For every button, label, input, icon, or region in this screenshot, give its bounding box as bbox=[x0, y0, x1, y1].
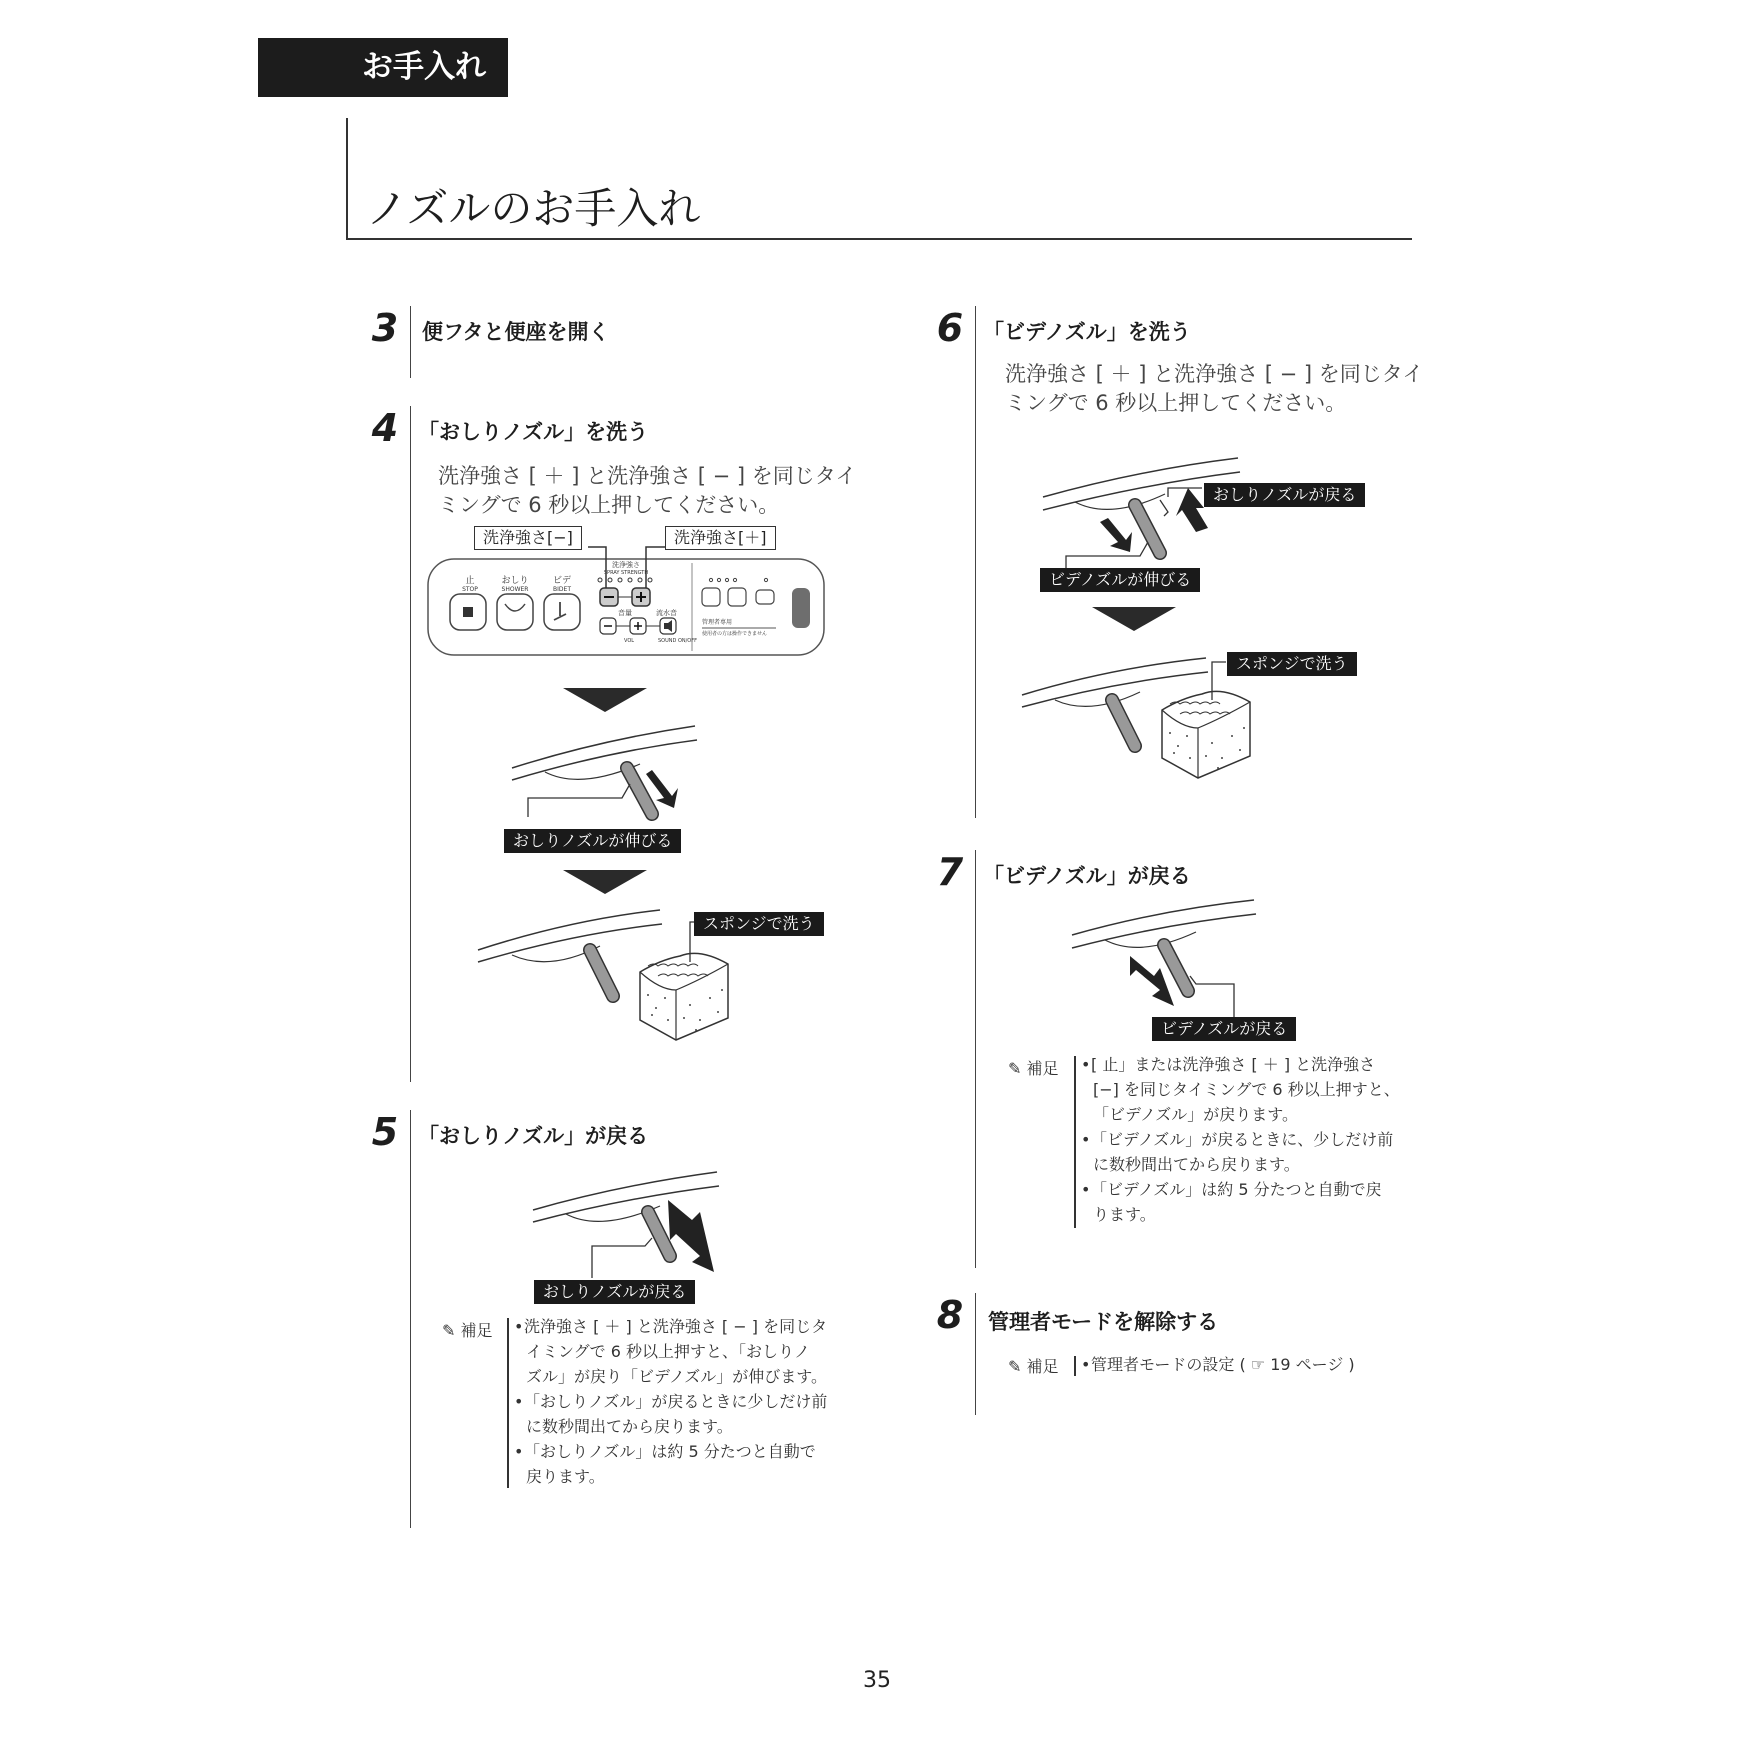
step-3-number: 3 bbox=[371, 306, 399, 350]
step-4-heading: 「おしりノズル」を洗う bbox=[418, 420, 649, 444]
label-oshiri-return-right: おしりノズルが戻る bbox=[1204, 483, 1365, 507]
pencil-icon: ✎ bbox=[1008, 1357, 1022, 1376]
pencil-icon: ✎ bbox=[1008, 1059, 1022, 1078]
step-6-heading: 「ビデノズル」を洗う bbox=[983, 320, 1191, 344]
step-5-notes: •洗浄強さ [ ＋ ] と洗浄強さ [ − ] を同じタ イミングで 6 秒以上押すと、「おしりノ ズル」が戻り「ビデノズル」が伸びます。 •「おしりノズル」が戻るときに少しだけ前 に数秒間出てから戻ります。 •「おしりノズル」は約 5 分たつと自動で 戻ります。 bbox=[514, 1317, 828, 1486]
pencil-icon: ✎ bbox=[442, 1321, 456, 1340]
remote-bidet-label: ビデ BIDET bbox=[552, 576, 571, 593]
remote-vol-en: VOL bbox=[624, 638, 635, 644]
step-8-note: •管理者モードの設定 ( ☞ 19 ページ ) bbox=[1081, 1355, 1355, 1374]
remote-stop-label: 止 STOP bbox=[462, 576, 478, 593]
remote-sound-en: SOUND ON/OFF bbox=[658, 638, 697, 644]
step-5-heading: 「おしりノズル」が戻る bbox=[418, 1124, 649, 1148]
remote-shower-label: おしり SHOWER bbox=[501, 576, 529, 593]
label-sponge-left: スポンジで洗う bbox=[694, 912, 824, 936]
step-7-note-bar bbox=[1074, 1056, 1076, 1228]
label-sponge-right: スポンジで洗う bbox=[1227, 652, 1357, 676]
remote-volume-label: 音量 bbox=[618, 609, 632, 617]
step-8-note-bar bbox=[1074, 1356, 1076, 1376]
step-5-number: 5 bbox=[371, 1110, 399, 1154]
step-7-heading: 「ビデノズル」が戻る bbox=[983, 864, 1191, 888]
step-8-number: 8 bbox=[936, 1293, 964, 1337]
section-tab: お手入れ bbox=[258, 38, 508, 97]
label-oshiri-return: おしりノズルが戻る bbox=[534, 1280, 695, 1304]
page-title: ノズルのお手入れ bbox=[366, 184, 701, 233]
remote-admin-sub: 使用者の方は操作できません bbox=[702, 631, 768, 637]
step-8-rule bbox=[975, 1293, 976, 1415]
remote-flush-label: 流水音 bbox=[656, 609, 677, 617]
step-6-instructions: 洗浄強さ [ ＋ ] と洗浄強さ [ − ] を同じタイ ミングで 6 秒以上押してください。 bbox=[1005, 362, 1424, 415]
step-4-number: 4 bbox=[371, 406, 399, 450]
label-bidet-return: ビデノズルが戻る bbox=[1152, 1017, 1296, 1041]
label-bidet-extend: ビデノズルが伸びる bbox=[1040, 568, 1200, 592]
step-8-note-label: ✎ 補足 bbox=[1008, 1357, 1059, 1376]
remote-strength-label: 洗浄強さ SPRAY STRENGTH bbox=[603, 561, 649, 576]
step-4-instructions: 洗浄強さ [ ＋ ] と洗浄強さ [ − ] を同じタイ ミングで 6 秒以上押してください。 bbox=[438, 464, 857, 517]
label-oshiri-extend: おしりノズルが伸びる bbox=[504, 829, 681, 853]
page-number: 35 bbox=[863, 1668, 891, 1693]
step-6-number: 6 bbox=[936, 306, 964, 350]
step-7-notes: •[ 止」または洗浄強さ [ ＋ ] と洗浄強さ [−] を同じタイミングで 6 秒以上押すと、 「ビデノズル」が戻ります。 •「ビデノズル」が戻るときに、少しだけ前 に数秒間出てから戻ります。 •「ビデノズル」は約 5 分たつと自動で戻 ります。 bbox=[1081, 1055, 1400, 1224]
step-8-heading: 管理者モードを解除する bbox=[988, 1310, 1219, 1334]
step-7-number: 7 bbox=[936, 850, 964, 894]
callout-strength-minus: 洗浄強さ[−] bbox=[474, 526, 582, 550]
step-7-note-label: ✎ 補足 bbox=[1008, 1059, 1059, 1078]
step-5-note-label: ✎ 補足 bbox=[442, 1321, 493, 1340]
callout-strength-plus: 洗浄強さ[＋] bbox=[665, 526, 776, 550]
step-3-heading: 便フタと便座を開く bbox=[422, 320, 610, 344]
remote-admin-label: 管理者専用 bbox=[702, 619, 733, 626]
